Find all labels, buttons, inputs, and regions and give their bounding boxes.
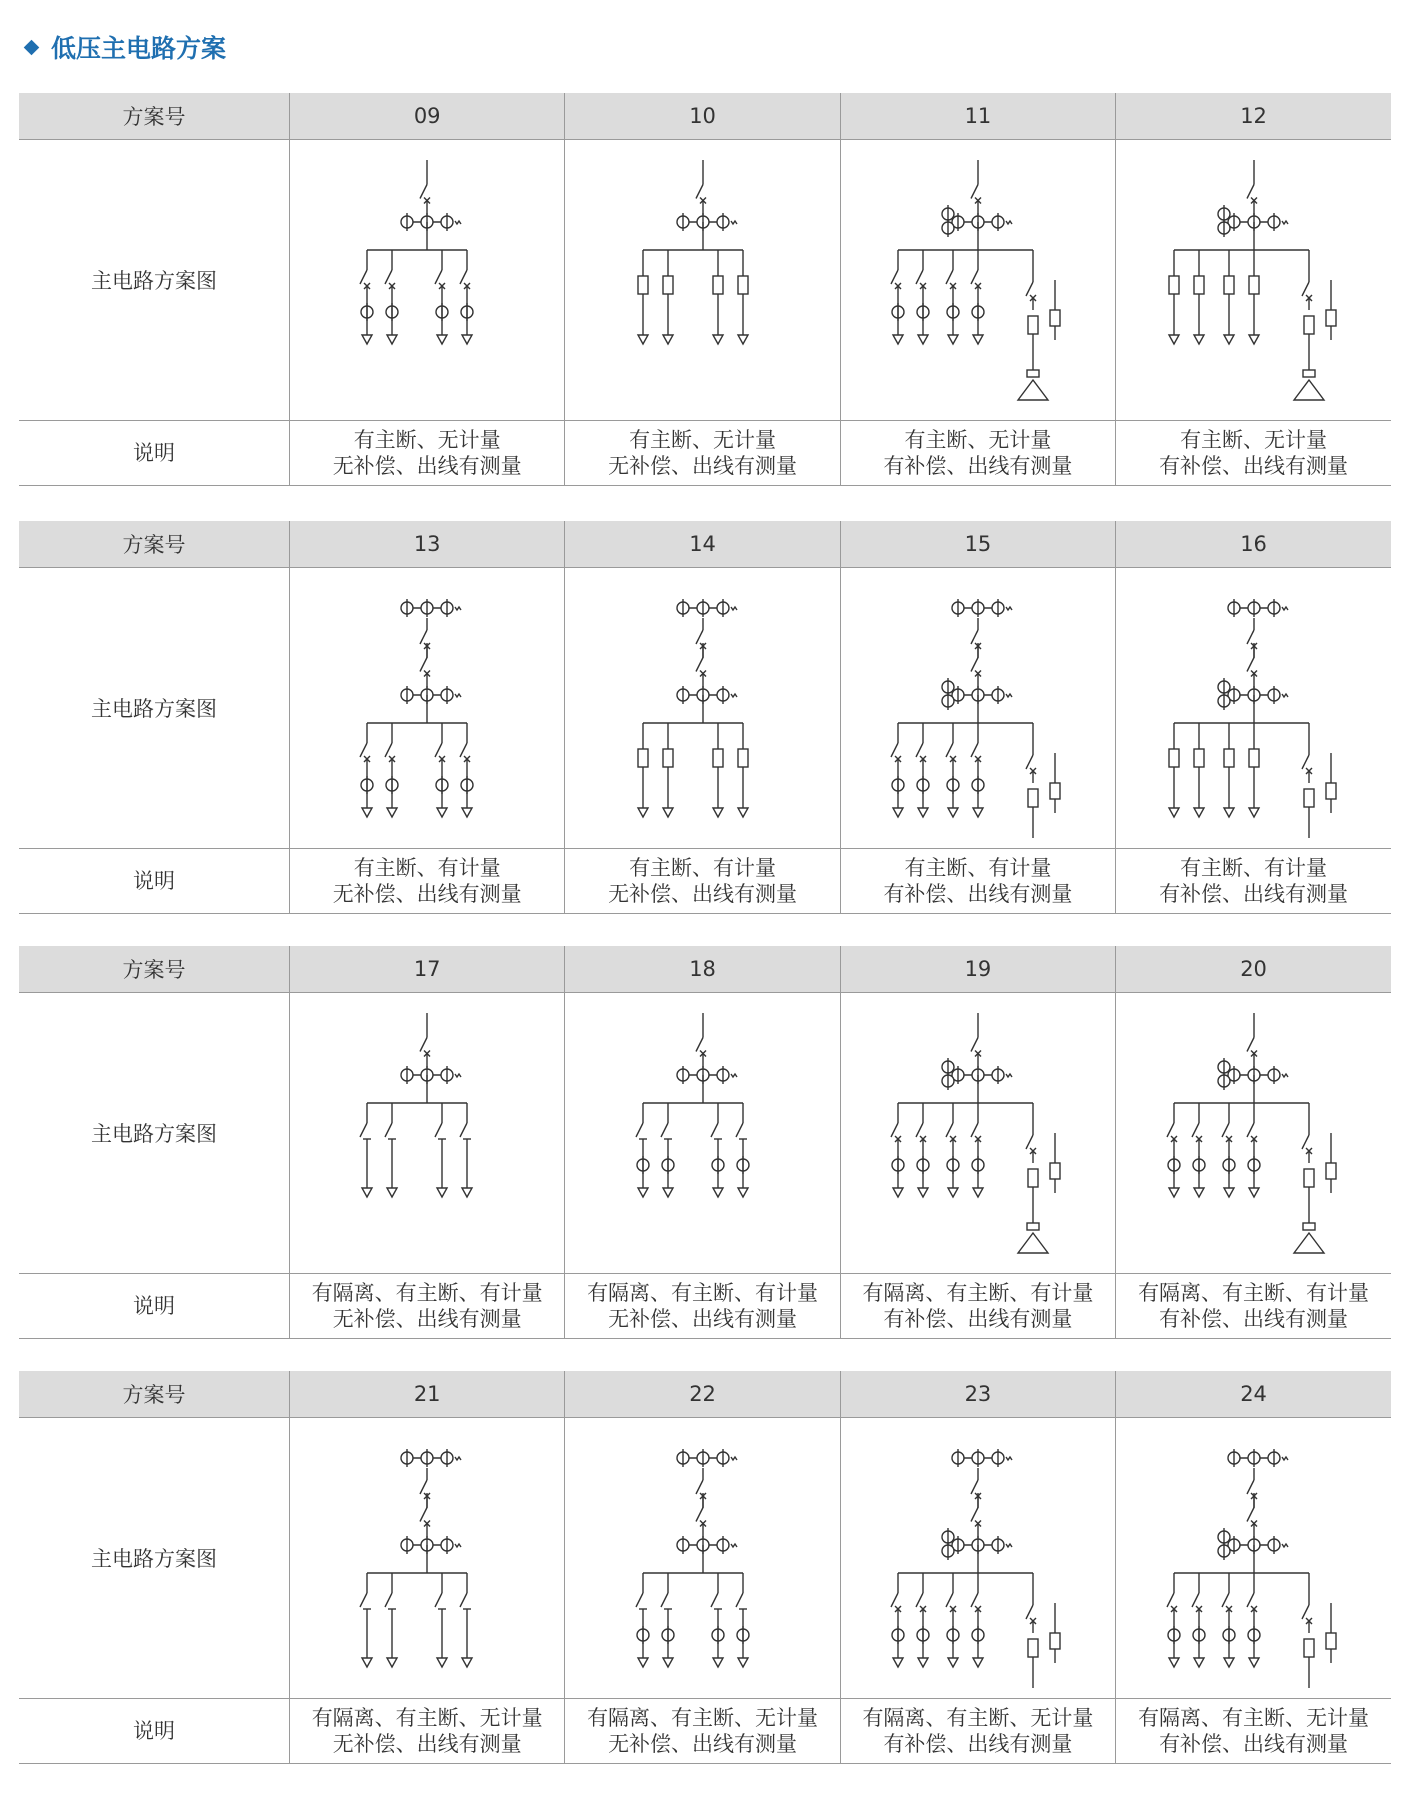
note-line-2: 有补偿、出线有测量 <box>883 882 1073 906</box>
circuit-diagram-icon <box>307 1428 547 1688</box>
scheme-note <box>290 421 565 486</box>
circuit-diagram-icon <box>1134 150 1374 410</box>
circuit-diagram-icon <box>858 1003 1098 1263</box>
scheme-note <box>565 849 840 914</box>
note-line-2: 有补偿、出线有测量 <box>1159 1307 1349 1331</box>
circuit-diagram-icon <box>307 578 547 838</box>
circuit-diagram-icon <box>858 578 1098 838</box>
scheme-note <box>565 1274 840 1339</box>
row-label-text: 方案号 <box>122 533 186 557</box>
note-row <box>19 1274 1391 1339</box>
scheme-note <box>1116 1274 1391 1339</box>
note-line-2: 有补偿、出线有测量 <box>883 454 1073 478</box>
circuit-diagram-icon <box>307 150 547 410</box>
circuit-diagram <box>840 1418 1115 1699</box>
scheme-number: 14 <box>565 521 840 568</box>
note-line-2: 无补偿、出线有测量 <box>608 882 798 906</box>
diagram-row <box>19 140 1391 421</box>
note-row <box>19 849 1391 914</box>
circuit-diagram <box>565 993 840 1274</box>
row-label-text: 主电路方案图 <box>91 697 217 721</box>
circuit-diagram-icon <box>858 150 1098 410</box>
note-line-1: 有主断、无计量 <box>1180 428 1328 452</box>
scheme-number: 16 <box>1116 521 1391 568</box>
note-line-1: 有隔离、有主断、无计量 <box>1138 1706 1370 1730</box>
diagram-label <box>19 1418 290 1699</box>
scheme-note <box>290 849 565 914</box>
scheme-note <box>1116 849 1391 914</box>
scheme-number-label <box>19 521 290 568</box>
row-label-text: 主电路方案图 <box>91 269 217 293</box>
note-line-1: 有主断、无计量 <box>353 428 501 452</box>
note-line-1: 有主断、无计量 <box>904 428 1052 452</box>
section-title <box>22 30 226 64</box>
diagram-row <box>19 1418 1391 1699</box>
circuit-diagram <box>290 568 565 849</box>
circuit-diagram <box>840 140 1115 421</box>
note-line-1: 有隔离、有主断、有计量 <box>587 1281 819 1305</box>
scheme-note <box>1116 421 1391 486</box>
circuit-diagram <box>290 140 565 421</box>
scheme-number: 15 <box>840 521 1115 568</box>
circuit-diagram-icon <box>583 578 823 838</box>
circuit-diagram-icon <box>583 1428 823 1688</box>
circuit-diagram-icon <box>1134 1003 1374 1263</box>
scheme-number: 19 <box>840 946 1115 993</box>
scheme-note <box>290 1699 565 1764</box>
note-line-2: 无补偿、出线有测量 <box>608 1732 798 1756</box>
circuit-diagram <box>1116 1418 1391 1699</box>
note-line-1: 有主断、有计量 <box>904 856 1052 880</box>
note-line-1: 有隔离、有主断、有计量 <box>311 1281 543 1305</box>
circuit-diagram-icon <box>307 1003 547 1263</box>
scheme-number: 17 <box>290 946 565 993</box>
circuit-diagram <box>1116 568 1391 849</box>
scheme-note <box>840 1274 1115 1339</box>
note-line-1: 有隔离、有主断、无计量 <box>311 1706 543 1730</box>
scheme-note <box>565 421 840 486</box>
scheme-number: 18 <box>565 946 840 993</box>
scheme-number-label <box>19 93 290 140</box>
scheme-number-row <box>19 521 1391 568</box>
scheme-number: 09 <box>290 93 565 140</box>
note-label <box>19 421 290 486</box>
scheme-number: 21 <box>290 1371 565 1418</box>
note-row <box>19 421 1391 486</box>
diamond-bullet-icon <box>24 39 40 55</box>
circuit-diagram <box>840 568 1115 849</box>
row-label-text: 主电路方案图 <box>91 1122 217 1146</box>
circuit-diagram <box>565 140 840 421</box>
circuit-diagram-icon <box>583 150 823 410</box>
row-label-text: 方案号 <box>122 958 186 982</box>
scheme-number: 22 <box>565 1371 840 1418</box>
scheme-table <box>19 946 1391 1339</box>
scheme-number-row <box>19 946 1391 993</box>
note-line-2: 无补偿、出线有测量 <box>332 1307 522 1331</box>
note-line-2: 无补偿、出线有测量 <box>332 1732 522 1756</box>
diagram-label <box>19 140 290 421</box>
note-line-2: 无补偿、出线有测量 <box>608 1307 798 1331</box>
note-line-1: 有主断、有计量 <box>353 856 501 880</box>
note-line-2: 有补偿、出线有测量 <box>1159 454 1349 478</box>
circuit-diagram <box>840 993 1115 1274</box>
scheme-number: 23 <box>840 1371 1115 1418</box>
circuit-diagram-icon <box>858 1428 1098 1688</box>
circuit-diagram <box>290 1418 565 1699</box>
note-line-2: 有补偿、出线有测量 <box>1159 1732 1349 1756</box>
note-line-1: 有隔离、有主断、无计量 <box>862 1706 1094 1730</box>
scheme-number: 10 <box>565 93 840 140</box>
scheme-note <box>1116 1699 1391 1764</box>
scheme-number: 13 <box>290 521 565 568</box>
scheme-table <box>19 1371 1391 1764</box>
note-line-1: 有隔离、有主断、有计量 <box>862 1281 1094 1305</box>
circuit-diagram <box>565 568 840 849</box>
scheme-note <box>840 849 1115 914</box>
scheme-table <box>19 521 1391 914</box>
note-line-1: 有主断、有计量 <box>629 856 777 880</box>
note-label <box>19 1699 290 1764</box>
section-title-text: 低压主电路方案 <box>51 34 227 63</box>
scheme-note <box>840 1699 1115 1764</box>
scheme-number: 20 <box>1116 946 1391 993</box>
note-line-1: 有主断、有计量 <box>1180 856 1328 880</box>
scheme-note <box>565 1699 840 1764</box>
circuit-diagram-icon <box>583 1003 823 1263</box>
scheme-number-label <box>19 1371 290 1418</box>
circuit-diagram <box>290 993 565 1274</box>
scheme-note <box>840 421 1115 486</box>
circuit-diagram <box>1116 993 1391 1274</box>
row-label-text: 说明 <box>133 1294 175 1318</box>
diagram-label <box>19 568 290 849</box>
diagram-row <box>19 993 1391 1274</box>
scheme-number: 24 <box>1116 1371 1391 1418</box>
note-label <box>19 849 290 914</box>
row-label-text: 方案号 <box>122 1383 186 1407</box>
circuit-diagram-icon <box>1134 1428 1374 1688</box>
note-line-2: 有补偿、出线有测量 <box>1159 882 1349 906</box>
scheme-number-row <box>19 93 1391 140</box>
note-line-2: 有补偿、出线有测量 <box>883 1307 1073 1331</box>
circuit-diagram <box>565 1418 840 1699</box>
scheme-number-label <box>19 946 290 993</box>
circuit-diagram <box>1116 140 1391 421</box>
note-line-1: 有隔离、有主断、无计量 <box>587 1706 819 1730</box>
row-label-text: 说明 <box>133 441 175 465</box>
scheme-number-row <box>19 1371 1391 1418</box>
note-row <box>19 1699 1391 1764</box>
note-line-1: 有隔离、有主断、有计量 <box>1138 1281 1370 1305</box>
diagram-label <box>19 993 290 1274</box>
scheme-note <box>290 1274 565 1339</box>
note-line-2: 有补偿、出线有测量 <box>883 1732 1073 1756</box>
row-label-text: 方案号 <box>122 105 186 129</box>
row-label-text: 说明 <box>133 869 175 893</box>
diagram-row <box>19 568 1391 849</box>
scheme-table <box>19 93 1391 486</box>
scheme-number: 11 <box>840 93 1115 140</box>
note-line-1: 有主断、无计量 <box>629 428 777 452</box>
note-line-2: 无补偿、出线有测量 <box>332 454 522 478</box>
note-line-2: 无补偿、出线有测量 <box>332 882 522 906</box>
circuit-diagram-icon <box>1134 578 1374 838</box>
scheme-number: 12 <box>1116 93 1391 140</box>
note-line-2: 无补偿、出线有测量 <box>608 454 798 478</box>
note-label <box>19 1274 290 1339</box>
row-label-text: 主电路方案图 <box>91 1547 217 1571</box>
row-label-text: 说明 <box>133 1719 175 1743</box>
